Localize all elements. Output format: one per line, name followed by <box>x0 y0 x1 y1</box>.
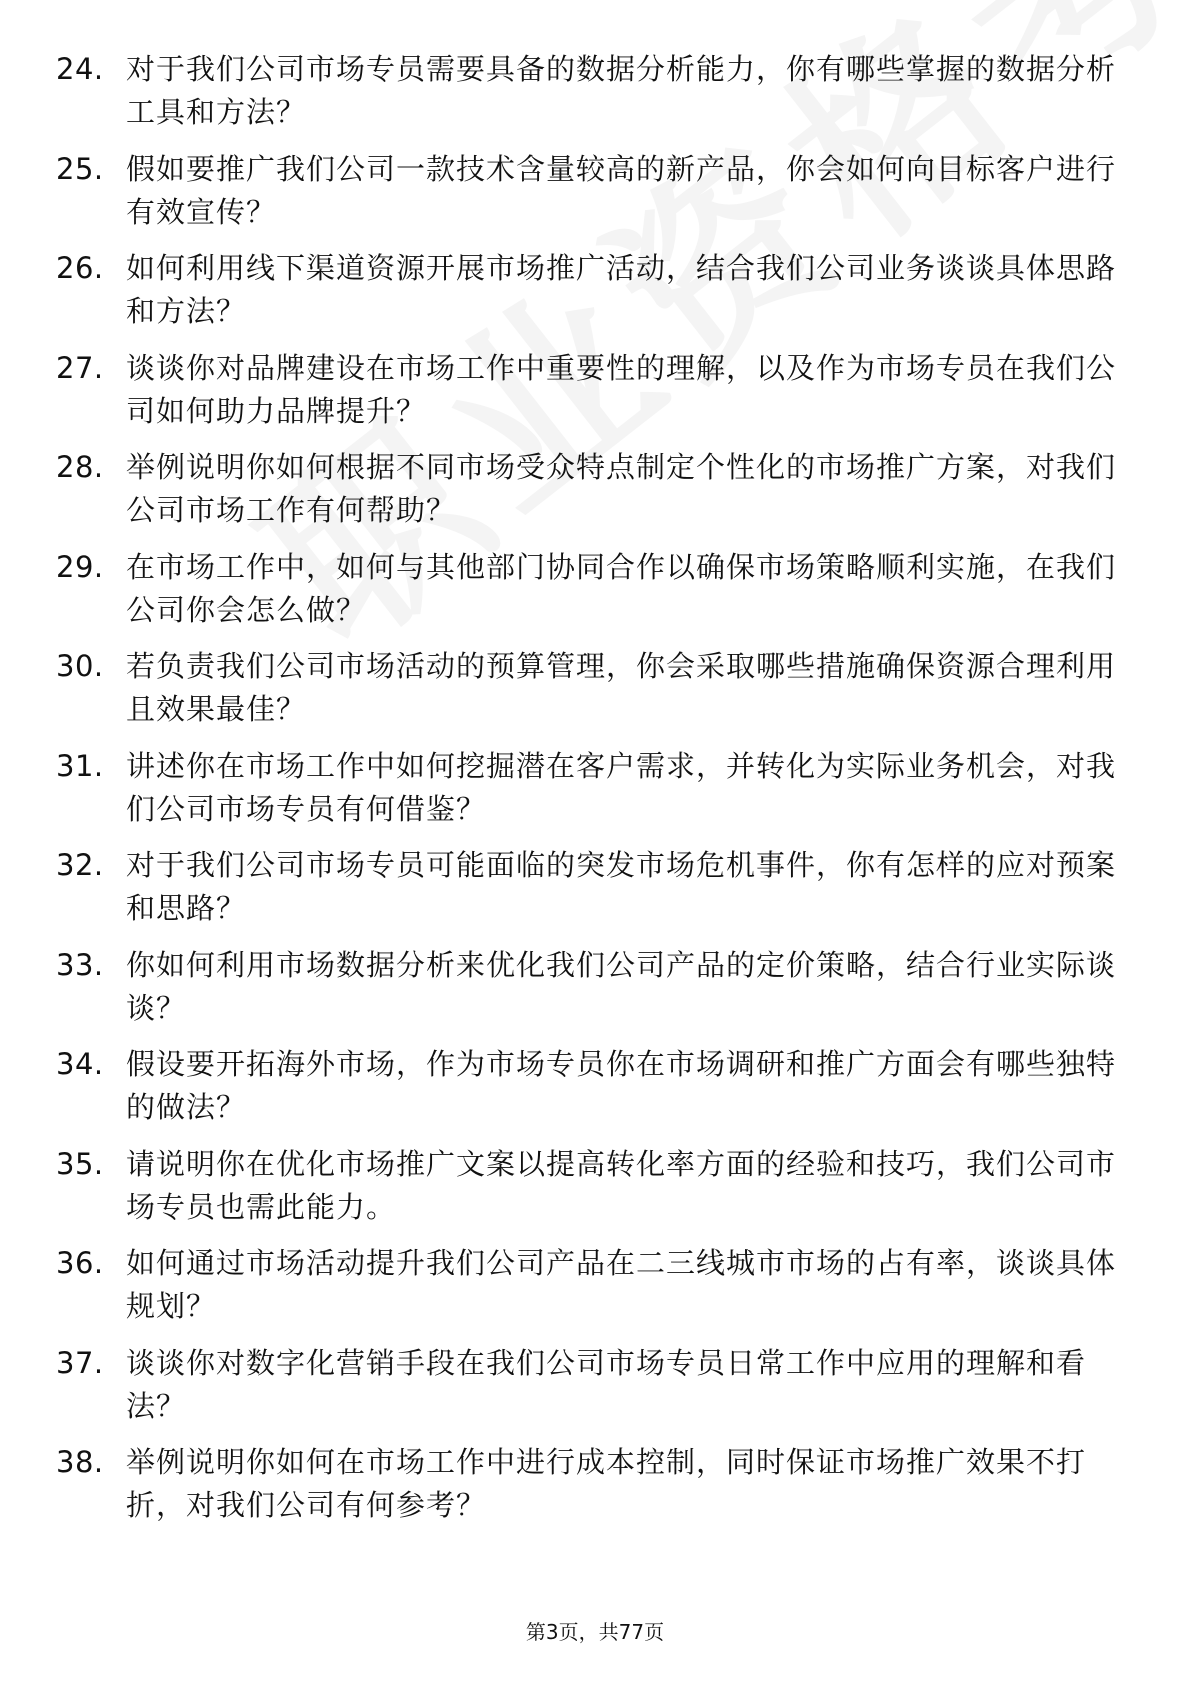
question-item <box>56 844 1136 944</box>
question-number: 31. <box>56 748 104 783</box>
question-list <box>56 48 1136 1541</box>
question-number: 26. <box>56 251 104 285</box>
question-text: 若负责我们公司市场活动的预算管理，你会采取哪些措施确保资源合理利用且效果最佳？ <box>126 649 1117 726</box>
question-item <box>56 1342 1136 1442</box>
question-item <box>56 48 1136 148</box>
question-text: 请说明你在优化市场推广文案以提高转化率方面的经验和技巧，我们公司市场专员也需此能力。 <box>126 1146 1117 1224</box>
question-item <box>56 148 1136 248</box>
question-number: 37. <box>56 1345 104 1380</box>
question-text: 对于我们公司市场专员可能面临的突发市场危机事件，你有怎样的应对预案和思路？ <box>126 848 1117 925</box>
question-item <box>56 645 1136 745</box>
question-item <box>56 446 1136 546</box>
question-number: 27. <box>56 350 104 385</box>
question-text: 如何通过市场活动提升我们公司产品在二三线城市市场的占有率，谈谈具体规划？ <box>126 1246 1117 1323</box>
question-number: 32. <box>56 848 104 882</box>
question-item <box>56 347 1136 447</box>
question-text: 假设要开拓海外市场，作为市场专员你在市场调研和推广方面会有哪些独特的做法？ <box>126 1047 1117 1124</box>
question-item <box>56 546 1136 646</box>
question-number: 29. <box>56 549 104 584</box>
question-number: 35. <box>56 1146 104 1181</box>
question-text: 对于我们公司市场专员需要具备的数据分析能力，你有哪些掌握的数据分析工具和方法？ <box>126 52 1117 129</box>
question-number: 38. <box>56 1445 104 1479</box>
question-text: 谈谈你对品牌建设在市场工作中重要性的理解，以及作为市场专员在我们公司如何助力品牌提升？ <box>126 350 1117 428</box>
question-text: 谈谈你对数字化营销手段在我们公司市场专员日常工作中应用的理解和看法？ <box>126 1345 1087 1423</box>
question-item <box>56 1143 1136 1243</box>
question-number: 28. <box>56 450 104 484</box>
question-text: 举例说明你如何在市场工作中进行成本控制，同时保证市场推广效果不打折，对我们公司有何参考？ <box>126 1445 1087 1522</box>
question-item <box>56 1043 1136 1143</box>
question-number: 25. <box>56 151 104 186</box>
question-item <box>56 1441 1136 1541</box>
question-number: 34. <box>56 1047 104 1081</box>
question-item <box>56 745 1136 845</box>
question-text: 你如何利用市场数据分析来优化我们公司产品的定价策略，结合行业实际谈谈？ <box>126 947 1117 1025</box>
question-number: 36. <box>56 1246 104 1280</box>
question-text: 假如要推广我们公司一款技术含量较高的新产品，你会如何向目标客户进行有效宣传？ <box>126 151 1117 229</box>
question-item <box>56 944 1136 1044</box>
page-number: 第3页，共77页 <box>525 1620 665 1644</box>
question-number: 33. <box>56 947 104 982</box>
question-text: 举例说明你如何根据不同市场受众特点制定个性化的市场推广方案，对我们公司市场工作有何帮助？ <box>126 450 1117 527</box>
question-text: 如何利用线下渠道资源开展市场推广活动，结合我们公司业务谈谈具体思路和方法？ <box>126 251 1117 328</box>
question-number: 30. <box>56 649 104 683</box>
question-text: 讲述你在市场工作中如何挖掘潜在客户需求，并转化为实际业务机会，对我们公司市场专员有何借鉴？ <box>126 748 1117 826</box>
question-item <box>56 1242 1136 1342</box>
question-item <box>56 247 1136 347</box>
question-text: 在市场工作中，如何与其他部门协同合作以确保市场策略顺利实施，在我们公司你会怎么做？ <box>126 549 1117 627</box>
question-number: 24. <box>56 52 104 86</box>
